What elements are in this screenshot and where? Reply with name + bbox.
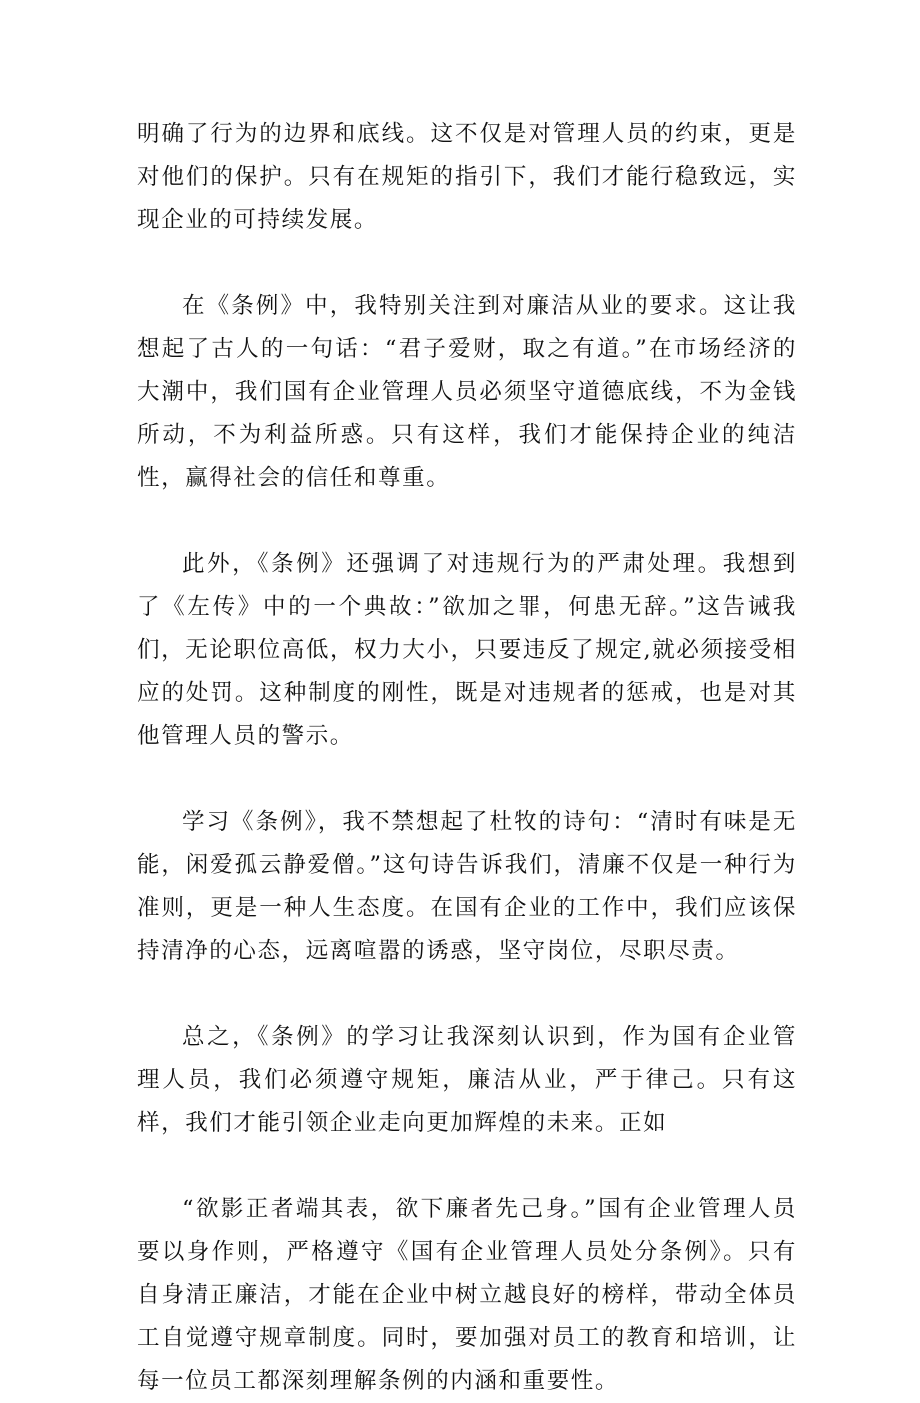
paragraph-3: 此外，《条例》还强调了对违规行为的严肃处理。我想到了《左传》中的一个典故：”欲加之罪，何患无辞。”这告诫我们，无论职位高低，权力大小，只要违反了规定,就必须接受相应的处罚。这种制度的刚性，既是对违规者的惩戒，也是对其他管理人员的警示。 bbox=[137, 551, 797, 749]
document-body bbox=[137, 113, 797, 1403]
paragraph-6: “欲影正者端其表，欲下廉者先己身。”国有企业管理人员要以身作则，严格遵守《国有企业管理人员处分条例》。只有自身清正廉洁，才能在企业中树立越良好的榜样，带动全体员工自觉遵守规章制度。同时，要加强对员工的教育和培训，让每一位员工都深刻理解条例的内涵和重要性。 bbox=[137, 1196, 797, 1394]
paragraph-5: 总之，《条例》的学习让我深刻认识到，作为国有企业管理人员，我们必须遵守规矩，廉洁从业，严于律己。只有这样，我们才能引领企业走向更加辉煌的未来。正如 bbox=[137, 1024, 797, 1136]
paragraph-1: 明确了行为的边界和底线。这不仅是对管理人员的约束，更是对他们的保护。只有在规矩的指引下，我们才能行稳致远，实现企业的可持续发展。 bbox=[137, 121, 797, 233]
paragraph-4: 学习《条例》，我不禁想起了杜牧的诗句：“清时有味是无能，闲爱孤云静爱僧。”这句诗告诉我们，清廉不仅是一种行为准则，更是一种人生态度。在国有企业的工作中，我们应该保持清净的心态，远离喧嚣的诱惑，坚守岗位，尽职尽责。 bbox=[137, 809, 797, 964]
paragraph-2: 在《条例》中，我特别关注到对廉洁从业的要求。这让我想起了古人的一句话：“君子爱财，取之有道。”在市场经济的大潮中，我们国有企业管理人员必须坚守道德底线，不为金钱所动，不为利益所惑。只有这样，我们才能保持企业的纯洁性，赢得社会的信任和尊重。 bbox=[137, 293, 797, 491]
